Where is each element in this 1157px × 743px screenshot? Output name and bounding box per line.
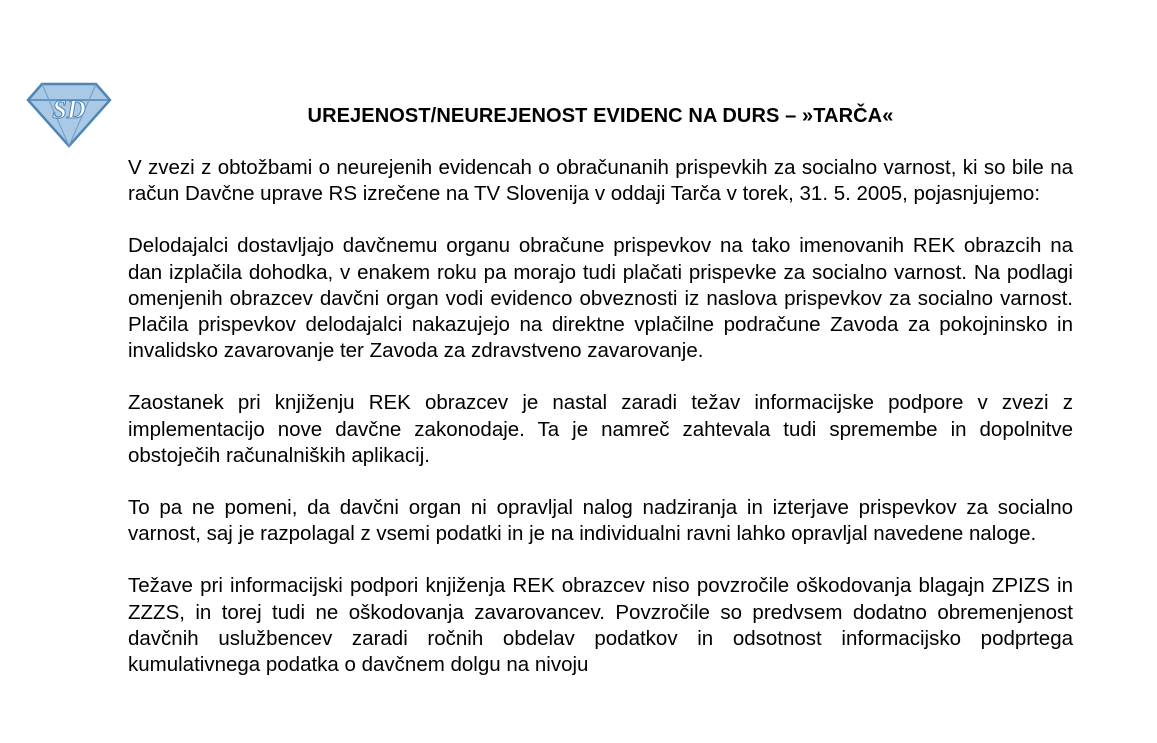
document-title: UREJENOST/NEUREJENOST EVIDENC NA DURS – »TARČA« [307,105,894,127]
durs-logo [26,78,112,150]
paragraph-consequences: Težave pri informacijski podpori knjiženja REK obrazcev niso povzročile oškodovanja blagajn ZPIZS in ZZZS, in torej tudi ne oškodovanja zavarovancev. Povzročile so predvsem dodatno obremenjenost davčnih uslužbencev zaradi ročnih obdelav podatkov in odsotnost informacijsko podprtega kumulativnega podatka o davčnem dolgu na nivoju [128,574,1073,677]
paragraph-employers: Delodajalci dostavljajo davčnemu organu obračune prispevkov na tako imenovanih REK obrazcih na dan izplačila dohodka, v enakem roku pa morajo tudi plačati prispevke za socialno varnost. Na podlagi omenjenih obrazcev davčni organ vodi evidenco obveznosti iz naslova prispevkov za socialno varnost. Plačila prispevkov delodajalci nakazujejo na direktne vplačilne podračune Zavoda za pokojninsko in invalidsko zavarovanje ter Zavoda za zdravstveno zavarovanje. [128,234,1073,363]
paragraph-intro: V zvezi z obtožbami o neurejenih evidencah o obračunanih prispevkih za socialno varnost, ki so bile na račun Davčne uprave RS izrečene na TV Slovenija v oddaji Tarča v torek, 31. 5. 2005, pojasnjujemo: [128,156,1073,206]
logo-letters: SD [52,95,86,124]
document-body [128,155,1073,704]
paragraph-backlog: Zaostanek pri knjiženju REK obrazcev je nastal zaradi težav informacijske podpore v zvezi z implementacijo nove davčne zakonodaje. Ta je namreč zahtevala tudi spremembe in dopolnitve obstoječih računalniških aplikacij. [128,391,1073,467]
diamond-logo-icon [26,78,112,150]
paragraph-supervision: To pa ne pomeni, da davčni organ ni opravljal nalog nadziranja in izterjave prispevkov za socialno varnost, saj je razpolagal z vsemi podatki in je na individualni ravni lahko opravljal navedene naloge. [128,496,1073,546]
